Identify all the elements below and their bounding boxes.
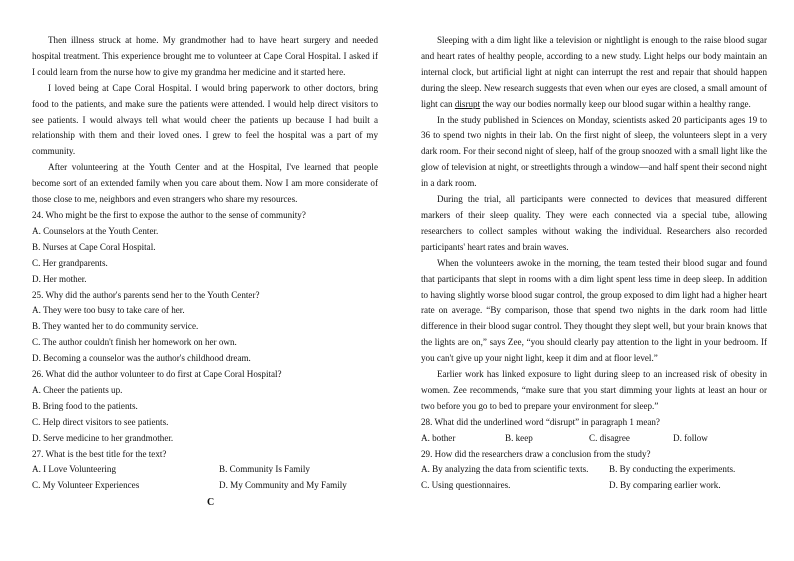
option-d: D. follow xyxy=(673,432,708,443)
passage-paragraph: I loved being at Cape Coral Hospital. I would bring paperwork to other doctors, bring food to the patients, and make sure the patients were attended. I would help direct visitors to see patients. I would always tell what would cheer the patients up because I had built a relationship with them and their loved ones. I grew to feel the hospital was a part of my community. xyxy=(32,82,378,157)
question-26 xyxy=(32,367,378,447)
question-29 xyxy=(421,447,767,495)
option-c: C. Her grandparents. xyxy=(32,257,108,268)
question-27 xyxy=(32,447,378,495)
passage-paragraph: When the volunteers awoke in the morning, the team tested their blood sugar and found that participants that slept in rooms with a dim light spent less time in deep sleep. In addition to having slightly worse blood sugar control, the group exposed to dim light had a higher heart rate on average. “By comparison, those that spend two nights in the dark room had little difference in their blood sugar control. They thought they slept well, but your brain knows that the lights are on,” says Zee, “you should clearly pay attention to the light in your bedroom. If you can't give up your night light, keep it dim and at floor level.” xyxy=(421,257,767,364)
option-b: B. Nurses at Cape Coral Hospital. xyxy=(32,241,156,252)
question-28 xyxy=(421,415,767,447)
passage-paragraph: In the study published in Sciences on Monday, scientists asked 20 participants ages 19 to 36 to spend two nights in their lab. On the first night of sleep, the volunteers slept in a very dark room. For their second night of sleep, half of the group snoozed with a small light like the glow of television at night, or streetlights through a window—and half spent their second night in a dark room. xyxy=(421,114,767,189)
question-25 xyxy=(32,288,378,368)
passage-paragraph xyxy=(421,33,767,113)
question-stem: 27. What is the best title for the text? xyxy=(32,448,167,459)
option-a: A. Cheer the patients up. xyxy=(32,384,123,395)
options-row xyxy=(32,478,378,494)
option-c: C. Help direct visitors to see patients. xyxy=(32,416,169,427)
option-d: D. Her mother. xyxy=(32,273,87,284)
option-c: C. disagree xyxy=(589,432,630,443)
option-a: A. bother xyxy=(421,432,456,443)
option-b: B. They wanted her to do community service. xyxy=(32,321,199,332)
option-d: D. By comparing earlier work. xyxy=(609,480,721,491)
question-stem: 28. What did the underlined word “disrupt” in paragraph 1 mean? xyxy=(421,416,660,427)
question-stem: 26. What did the author volunteer to do first at Cape Coral Hospital? xyxy=(32,369,282,380)
options-row xyxy=(421,462,767,478)
option-a: A. I Love Volunteering xyxy=(32,464,117,475)
paragraph-text: Sleeping with a dim light like a television or nightlight is enough to the raise blood sugar and heart rates of healthy people, according to a new study. Light helps our body maintain an internal clock, but artificial light at night can interrupt the rest and repair that should happen during the sleep. New research suggests that even when our eyes are closed, a small amount of light can xyxy=(421,35,767,109)
paragraph-text: the way our bodies normally keep our blood sugar within a healthy range. xyxy=(480,98,751,109)
question-stem: 29. How did the researchers draw a conclusion from the study? xyxy=(421,448,651,459)
options-row xyxy=(32,462,378,478)
passage-paragraph: Earlier work has linked exposure to light during sleep to an increased risk of obesity in women. Zee recommends, “make sure that you start dimming your lights at least an hour or two before you go to bed to prepare your environment for sleep.” xyxy=(421,369,767,411)
option-a: A. By analyzing the data from scientific texts. xyxy=(421,464,589,475)
question-24 xyxy=(32,208,378,288)
question-stem: 24. Who might be the first to expose the author to the sense of community? xyxy=(32,209,306,220)
option-d: D. My Community and My Family xyxy=(219,480,347,491)
options-row xyxy=(421,431,767,447)
underlined-word: disrupt xyxy=(454,98,481,109)
passage-paragraph: Then illness struck at home. My grandmother had to have heart surgery and needed hospital treatment. This experience brought me to volunteer at Cape Coral Hospital. I asked if I could learn from the nurse how to give my grandma her medicine and it started here. xyxy=(32,35,378,77)
passage-paragraph: During the trial, all participants were connected to devices that measured different markers of their sleep quality. They were each connected via a special tube, allowing researchers to collect samples without waking the individual. Researchers also recorded participants' heart rates and brain waves. xyxy=(421,194,767,252)
option-a: A. Counselors at the Youth Center. xyxy=(32,225,159,236)
option-b: B. keep xyxy=(505,432,533,443)
passage-paragraph: After volunteering at the Youth Center and at the Hospital, I've learned that people become sort of an extended family when you care about them. Now I am more considerate of those close to me, neighbors and even strangers who share my resources. xyxy=(32,162,378,205)
page-marker: C xyxy=(207,497,215,508)
option-d: D. Becoming a counselor was the author's childhood dream. xyxy=(32,353,251,364)
options-row xyxy=(421,478,767,494)
option-b: B. Bring food to the patients. xyxy=(32,400,138,411)
option-c: C. The author couldn't finish her homework on her own. xyxy=(32,337,237,348)
option-c: C. Using questionnaires. xyxy=(421,480,511,491)
question-stem: 25. Why did the author's parents send her to the Youth Center? xyxy=(32,289,260,300)
left-column xyxy=(32,33,378,494)
option-b: B. By conducting the experiments. xyxy=(609,464,736,475)
option-b: B. Community Is Family xyxy=(219,464,310,475)
option-a: A. They were too busy to take care of her. xyxy=(32,305,185,316)
option-c: C. My Volunteer Experiences xyxy=(32,480,140,491)
option-d: D. Serve medicine to her grandmother. xyxy=(32,432,174,443)
right-column xyxy=(421,33,767,494)
